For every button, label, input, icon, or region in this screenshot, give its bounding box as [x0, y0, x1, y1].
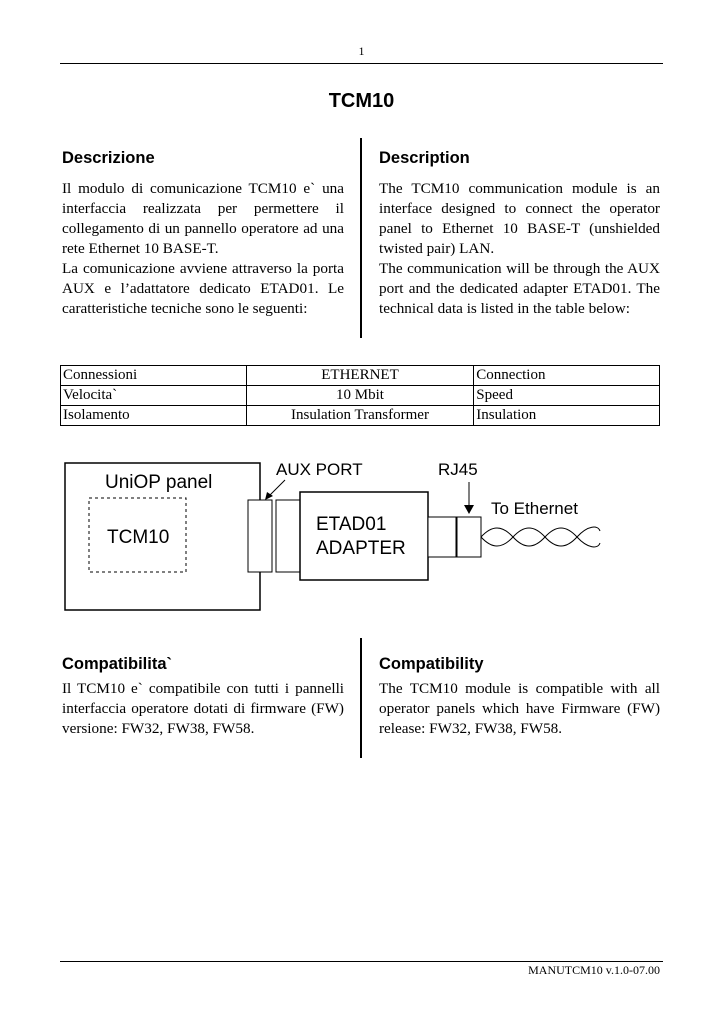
description-heading-it: Descrizione	[62, 149, 155, 167]
text-line: an interface designed to connect the	[379, 180, 660, 217]
rj45-plug	[457, 517, 481, 557]
table-cell: Insulation Transformer	[246, 406, 474, 426]
document-title: TCM10	[328, 90, 395, 112]
text-line: ETAD01. Le caratteristiche tecniche	[62, 280, 345, 317]
text-line: The communication will be through the	[379, 260, 624, 277]
uniop-panel-label: UniOP panel	[105, 472, 213, 493]
footer-rule	[60, 961, 663, 962]
spec-table	[60, 365, 660, 426]
text-line: operator panel to Ethernet 10 BASE-T	[379, 200, 660, 237]
connection-diagram	[60, 455, 605, 615]
etad01-adapter-box	[300, 492, 428, 580]
text-line: il collegamento di un pannello operatore	[62, 200, 344, 237]
table-cell: Connection	[474, 366, 660, 386]
description-text-en	[379, 179, 660, 319]
footer-doc-code: MANUTCM10 v.1.0-07.00	[528, 963, 660, 977]
ethernet-label: To Ethernet	[491, 499, 578, 518]
text-line: pannelli interfaccia operatore dotati di	[62, 680, 345, 717]
table-row	[61, 366, 660, 386]
table-cell: 10 Mbit	[246, 386, 474, 406]
text-line: una interfaccia realizzata per permettere	[62, 180, 345, 217]
text-line: ad una rete Ethernet 10 BASE-T.	[62, 220, 344, 257]
text-line: sono le seguenti:	[205, 300, 308, 317]
compatibility-text-it	[62, 679, 344, 739]
compatibility-text-en	[379, 679, 660, 739]
text-line: (unshielded twisted pair) LAN.	[379, 220, 660, 257]
text-line: porta AUX e l’adattatore dedicato	[62, 260, 344, 297]
aux-connector	[248, 500, 272, 572]
aux-plug	[276, 500, 300, 572]
text-line: Il modulo di comunicazione TCM10 e`	[62, 180, 316, 197]
aux-port-label: AUX PORT	[276, 460, 363, 479]
text-line: The TCM10 module is compatible with	[379, 680, 638, 697]
table-row	[61, 386, 660, 406]
description-heading-en: Description	[379, 149, 470, 167]
header-rule	[60, 63, 663, 64]
table-cell: Speed	[474, 386, 660, 406]
table-row	[61, 406, 660, 426]
text-line: firmware (FW) versione: FW32,	[62, 700, 344, 737]
rj45-socket	[428, 517, 456, 557]
text-line: La comunicazione avviene attraverso la	[62, 260, 308, 277]
table-cell: Isolamento	[61, 406, 247, 426]
text-line: all operator panels which have Firmware	[379, 680, 660, 717]
text-line: (FW) release: FW32, FW38, FW58.	[379, 700, 661, 737]
text-line: AUX port and the dedicated adapter	[379, 260, 660, 297]
adapter-label-line1: ETAD01	[316, 514, 387, 535]
column-divider	[360, 138, 362, 338]
text-line: ETAD01. The technical data is listed in	[379, 280, 660, 317]
page-number: 1	[358, 44, 365, 58]
compatibility-heading-it: Compatibilita`	[62, 655, 172, 673]
twisted-pair-cable-icon	[481, 527, 600, 547]
table-cell: ETHERNET	[246, 366, 474, 386]
table-cell: Velocita`	[61, 386, 247, 406]
table-cell: Connessioni	[61, 366, 247, 386]
adapter-label-line2: ADAPTER	[316, 538, 406, 559]
column-divider	[360, 638, 362, 758]
arrow-head-icon	[464, 505, 474, 514]
table-cell: Insulation	[474, 406, 660, 426]
compatibility-heading-en: Compatibility	[379, 655, 484, 673]
text-line: The TCM10 communication module is	[379, 180, 637, 197]
text-line: the table below:	[532, 300, 630, 317]
rj45-label: RJ45	[438, 460, 478, 479]
tcm10-module-label: TCM10	[107, 527, 170, 548]
text-line: Il TCM10 e` compatibile con tutti i	[62, 680, 290, 697]
description-text-it	[62, 179, 344, 319]
text-line: FW38, FW58.	[167, 720, 255, 737]
